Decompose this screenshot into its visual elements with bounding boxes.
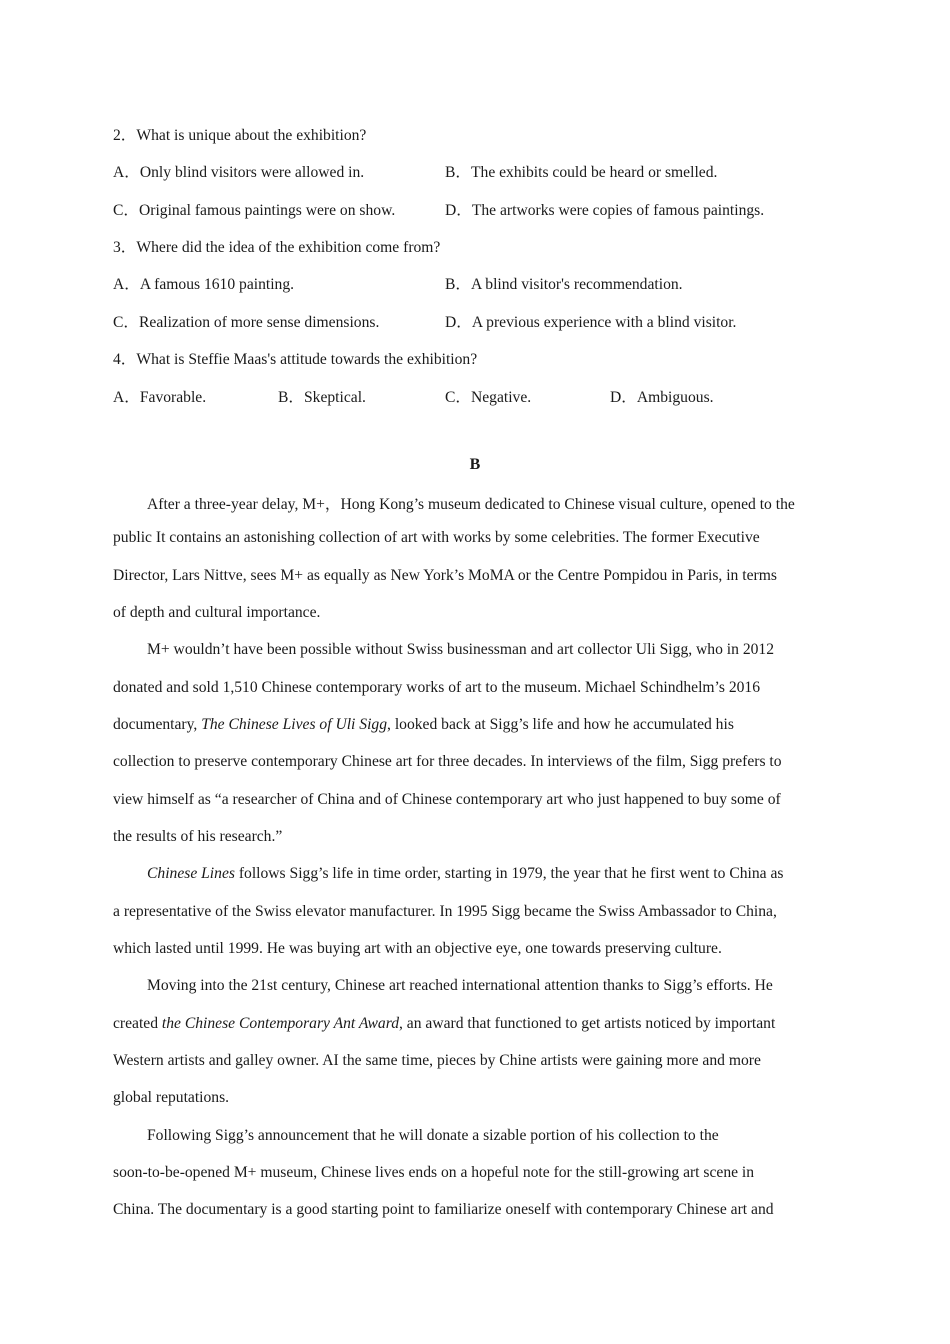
paragraph-1-line-3: Director, Lars Nittve, sees M+ as equally as New York’s MoMA or the Centre Pompidou in Paris, in terms bbox=[113, 567, 777, 584]
film-title: Chinese Lines bbox=[147, 865, 235, 882]
paragraph-4-line-1: Moving into the 21st century, Chinese art reached international attention thanks to Sigg’s efforts. He bbox=[147, 977, 773, 994]
paragraph-2-line-5: view himself as “a researcher of China and of Chinese contemporary art who just happened to buy some of bbox=[113, 791, 781, 808]
award-title: the Chinese Contemporary Ant Award bbox=[161, 1015, 399, 1032]
question-3-option-c: C．Realization of more sense dimensions. bbox=[113, 314, 380, 331]
question-3-stem: 3．Where did the idea of the exhibition come from? bbox=[113, 239, 441, 256]
paragraph-3-line-2: a representative of the Swiss elevator manufacturer. In 1995 Sigg became the Swiss Ambassador to China, bbox=[113, 903, 777, 920]
question-2-stem: 2．What is unique about the exhibition? bbox=[113, 127, 367, 144]
question-2-option-b: B．The exhibits could be heard or smelled. bbox=[445, 164, 718, 181]
documentary-title: The Chinese Lives of Uli Sigg bbox=[201, 716, 388, 733]
question-4-option-d: D．Ambiguous. bbox=[610, 389, 714, 406]
paragraph-4-line-2-post: , an award that functioned to get artists noticed by important bbox=[399, 1015, 776, 1032]
section-heading: B bbox=[469, 456, 481, 473]
question-2-option-a: A．Only blind visitors were allowed in. bbox=[113, 164, 365, 181]
paragraph-1-line-1: After a three-year delay, M+，Hong Kong’s museum dedicated to Chinese visual culture, opened to the bbox=[147, 496, 795, 513]
question-2-option-d: D．The artworks were copies of famous paintings. bbox=[445, 202, 765, 219]
paragraph-4-line-2-pre: created bbox=[113, 1015, 162, 1032]
paragraph-3-line-1-post: follows Sigg’s life in time order, starting in 1979, the year that he first went to China as bbox=[234, 865, 784, 882]
paragraph-1-line-2: public It contains an astonishing collection of art with works by some celebrities. The former Executive bbox=[113, 529, 760, 546]
question-3-option-a: A．A famous 1610 painting. bbox=[113, 276, 295, 293]
paragraph-4-line-2 bbox=[113, 1015, 775, 1033]
paragraph-2-line-3-post: , looked back at Sigg’s life and how he accumulated his bbox=[387, 716, 734, 733]
question-2-option-c: C．Original famous paintings were on show. bbox=[113, 202, 396, 219]
paragraph-2-line-3-pre: documentary, bbox=[113, 716, 202, 733]
question-4-option-b: B．Skeptical. bbox=[278, 389, 366, 406]
question-4-option-c: C．Negative. bbox=[445, 389, 532, 406]
paragraph-2-line-4: collection to preserve contemporary Chinese art for three decades. In interviews of the film, Sigg prefers to bbox=[113, 753, 782, 770]
paragraph-5-line-3: China. The documentary is a good starting point to familiarize oneself with contemporary Chinese art and bbox=[113, 1201, 774, 1218]
question-4-option-a: A．Favorable. bbox=[113, 389, 207, 406]
paragraph-4-line-3: Western artists and galley owner. AI the same time, pieces by Chine artists were gaining more and more bbox=[113, 1052, 761, 1069]
paragraph-2-line-6: the results of his research.” bbox=[113, 828, 283, 845]
paragraph-2-line-2: donated and sold 1,510 Chinese contemporary works of art to the museum. Michael Schindhelm’s 2016 bbox=[113, 679, 761, 696]
paragraph-3-line-1 bbox=[147, 865, 783, 883]
paragraph-2-line-1: M+ wouldn’t have been possible without Swiss businessman and art collector Uli Sigg, who in 2012 bbox=[147, 641, 775, 658]
paragraph-1-line-4: of depth and cultural importance. bbox=[113, 604, 321, 621]
paragraph-5-line-2: soon-to-be-opened M+ museum, Chinese lives ends on a hopeful note for the still-growing art scene in bbox=[113, 1164, 755, 1181]
paragraph-3-line-3: which lasted until 1999. He was buying art with an objective eye, one towards preserving culture. bbox=[113, 940, 722, 957]
question-4-stem: 4．What is Steffie Maas's attitude towards the exhibition? bbox=[113, 351, 478, 368]
paragraph-4-line-4: global reputations. bbox=[113, 1089, 230, 1106]
question-3-option-d: D．A previous experience with a blind visitor. bbox=[445, 314, 737, 331]
paragraph-5-line-1: Following Sigg’s announcement that he will donate a sizable portion of his collection to the bbox=[147, 1127, 719, 1144]
paragraph-2-line-3 bbox=[113, 716, 734, 734]
question-3-option-b: B．A blind visitor's recommendation. bbox=[445, 276, 683, 293]
